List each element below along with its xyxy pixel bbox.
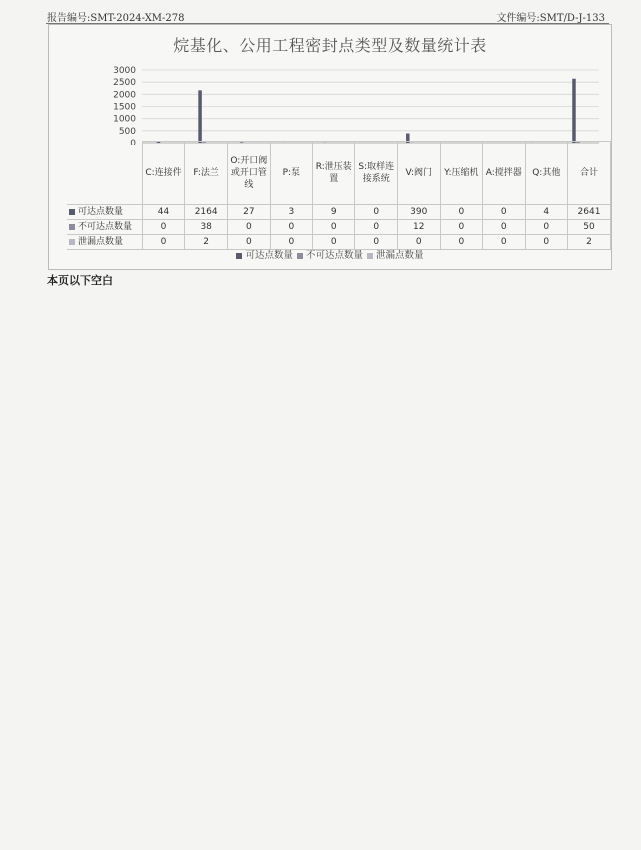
category-header: Y:压缩机 (440, 142, 482, 205)
legend-key (236, 253, 242, 259)
series-key (69, 239, 75, 245)
data-cell: 38 (185, 220, 228, 235)
data-cell: 0 (142, 235, 184, 250)
y-tick-label: 0 (130, 139, 136, 145)
chart-legend (49, 247, 611, 261)
y-tick-label: 1500 (113, 102, 136, 113)
data-cell: 0 (483, 205, 525, 220)
category-header: P:泵 (270, 142, 312, 205)
data-cell: 0 (525, 220, 568, 235)
y-tick-label: 3000 (113, 66, 136, 76)
data-cell: 0 (440, 220, 482, 235)
data-cell: 0 (270, 220, 312, 235)
category-header: A:搅拌器 (483, 142, 525, 205)
data-cell: 0 (355, 205, 397, 220)
data-cell: 0 (440, 235, 482, 250)
legend-item: 不可达点数量 (297, 250, 363, 261)
data-cell: 9 (313, 205, 355, 220)
data-cell: 0 (440, 205, 482, 220)
data-cell: 0 (483, 220, 525, 235)
legend-key (367, 253, 373, 259)
chart-container (48, 24, 612, 270)
data-cell: 27 (228, 205, 270, 220)
data-cell: 2641 (568, 205, 611, 220)
file-number: 文件编号:SMT/D-J-133 (496, 13, 605, 24)
bar (572, 79, 576, 143)
data-cell: 0 (397, 235, 440, 250)
data-cell: 0 (228, 235, 270, 250)
y-tick-label: 1000 (113, 114, 136, 125)
series-label: 不可达点数量 (67, 220, 142, 235)
series-label: 可达点数量 (67, 205, 142, 220)
data-cell: 0 (483, 235, 525, 250)
category-header: Q:其他 (525, 142, 568, 205)
category-header: C:连接件 (142, 142, 184, 205)
data-cell: 2 (568, 235, 611, 250)
y-tick-label: 2000 (113, 90, 136, 101)
data-cell: 50 (568, 220, 611, 235)
category-header: R:泄压装置 (313, 142, 355, 205)
data-cell: 2164 (185, 205, 228, 220)
data-cell: 0 (270, 235, 312, 250)
bar-plot (49, 25, 611, 145)
series-key (69, 209, 75, 215)
data-cell: 0 (228, 220, 270, 235)
data-cell: 4 (525, 205, 568, 220)
category-header: S:取样连接系统 (355, 142, 397, 205)
data-cell: 0 (313, 235, 355, 250)
legend-item: 泄漏点数量 (367, 250, 424, 261)
data-cell: 0 (525, 235, 568, 250)
legend-key (297, 253, 303, 259)
y-tick-label: 2500 (113, 78, 136, 89)
category-header: V:阀门 (397, 142, 440, 205)
category-header: O:开口阀或开口管线 (228, 142, 270, 205)
category-header: F:法兰 (185, 142, 228, 205)
blank-page-note: 本页以下空白 (47, 274, 113, 287)
data-cell: 12 (397, 220, 440, 235)
series-key (69, 224, 75, 230)
y-tick-label: 500 (118, 126, 136, 137)
data-cell: 0 (313, 220, 355, 235)
data-cell: 0 (142, 220, 184, 235)
data-cell: 0 (355, 235, 397, 250)
legend-item: 可达点数量 (236, 250, 293, 261)
table-row (67, 220, 611, 235)
data-cell: 44 (142, 205, 184, 220)
table-row (67, 205, 611, 220)
series-label: 泄漏点数量 (67, 235, 142, 250)
data-cell: 3 (270, 205, 312, 220)
category-header: 合计 (568, 142, 611, 205)
data-cell: 0 (355, 220, 397, 235)
data-cell: 2 (185, 235, 228, 250)
data-table (67, 141, 611, 250)
table-corner (67, 142, 142, 205)
chart-title: 烷基化、公用工程密封点类型及数量统计表 (173, 36, 487, 55)
data-cell: 390 (397, 205, 440, 220)
bar (198, 90, 202, 143)
report-number: 报告编号:SMT-2024-XM-278 (47, 13, 185, 24)
